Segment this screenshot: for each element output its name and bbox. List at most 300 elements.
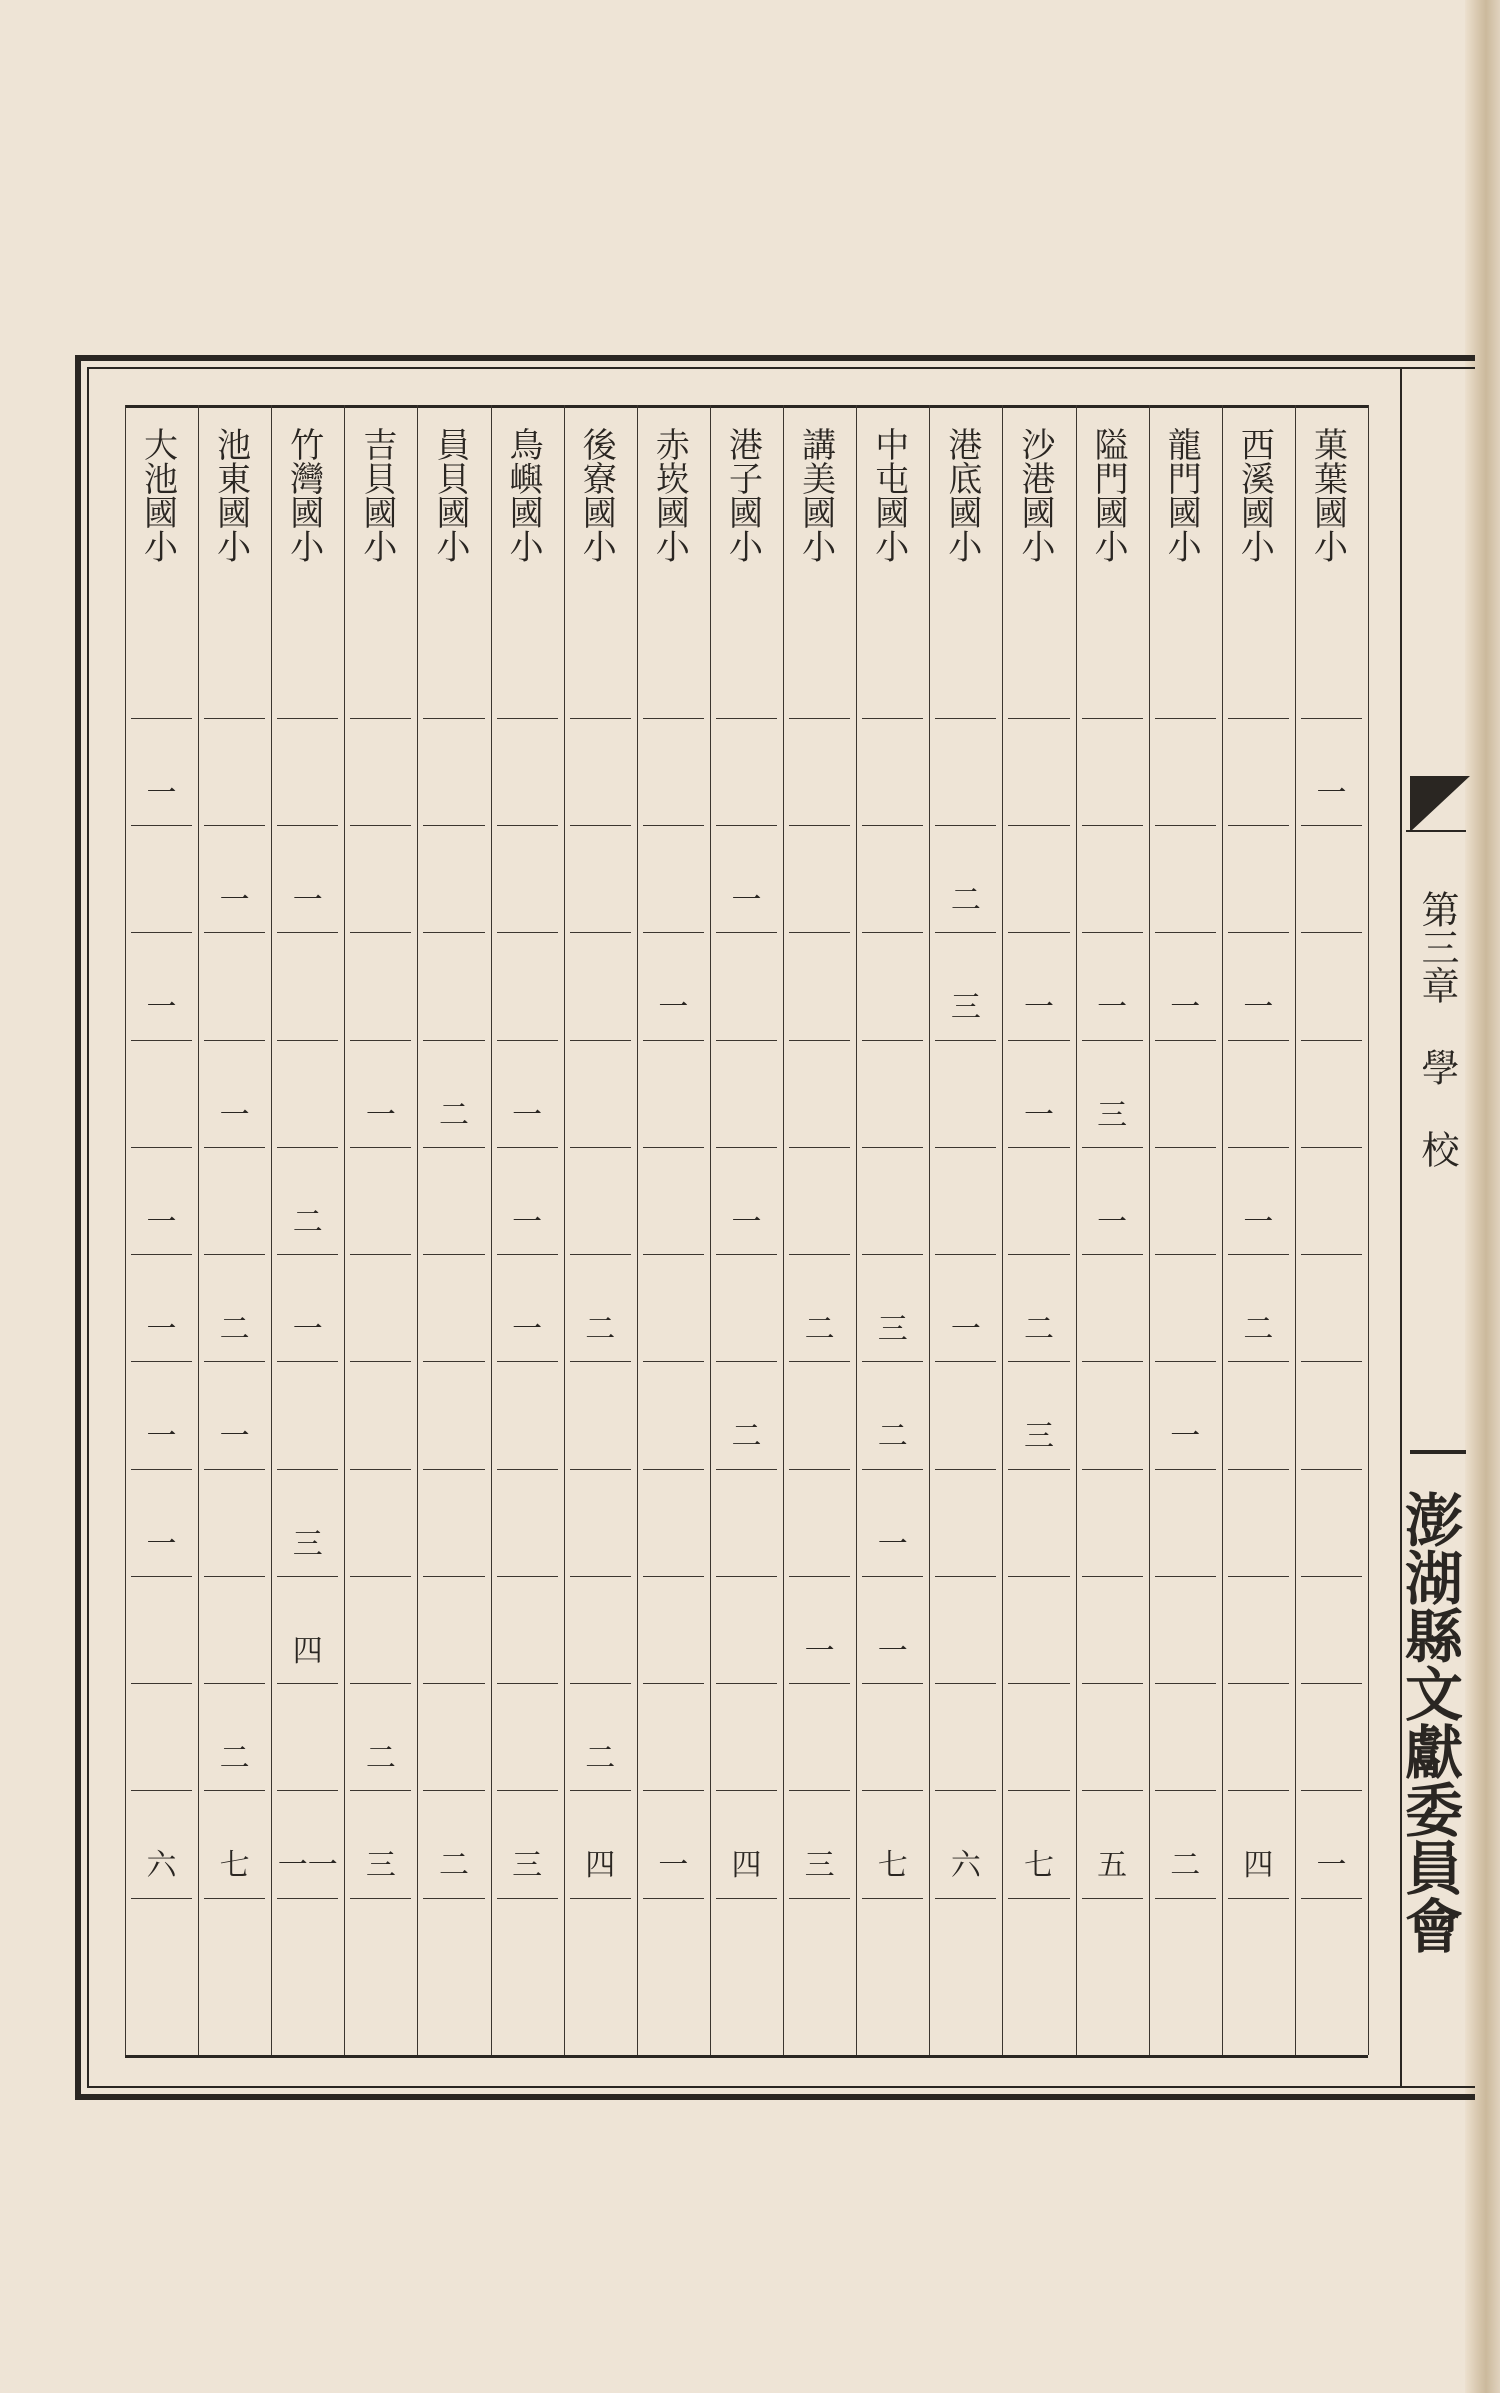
cell-rule (497, 1683, 558, 1684)
cell-rule (1301, 1898, 1362, 1899)
cell-rule (204, 825, 265, 826)
cell-rule (1082, 1898, 1143, 1899)
cell-rule (643, 1147, 704, 1148)
cell-rule (277, 718, 338, 719)
cell-rule (716, 1576, 777, 1577)
column-rule (344, 405, 345, 2055)
cell-rule (570, 1576, 631, 1577)
cell-rule (1301, 1576, 1362, 1577)
cell-rule (716, 1683, 777, 1684)
school-name: 隘門國小 (1088, 427, 1129, 563)
table-cell: 二 (1023, 1311, 1054, 1347)
table-cell: 一 (1316, 1848, 1347, 1883)
cell-rule (1301, 1469, 1362, 1470)
cell-rule (1155, 1361, 1216, 1362)
column-rule (564, 405, 565, 2055)
cell-rule (1008, 1469, 1069, 1470)
cell-rule (350, 1576, 411, 1577)
cell-rule (935, 932, 996, 933)
table-cell: 一 (1023, 990, 1054, 1025)
cell-rule (423, 932, 484, 933)
school-name: 菓葉國小 (1307, 427, 1348, 563)
cell-rule (423, 1040, 484, 1041)
cell-rule (570, 1254, 631, 1255)
cell-rule (1155, 1469, 1216, 1470)
table-cell: 二 (1243, 1311, 1274, 1347)
school-name: 中屯國小 (868, 427, 909, 563)
table-cell: 一 (877, 1633, 908, 1669)
cell-rule (935, 1576, 996, 1577)
cell-rule (643, 1361, 704, 1362)
cell-rule (643, 1469, 704, 1470)
cell-rule (643, 932, 704, 933)
cell-rule (1301, 1254, 1362, 1255)
table-cell: 一 (804, 1633, 835, 1669)
cell-rule (716, 718, 777, 719)
cell-rule (497, 1898, 558, 1899)
school-name: 大池國小 (137, 427, 178, 563)
table-cell: 一 (1023, 1097, 1054, 1133)
table-cell: 七 (219, 1848, 250, 1883)
cell-rule (935, 825, 996, 826)
cell-rule (204, 1040, 265, 1041)
cell-rule (1082, 1790, 1143, 1791)
school-name: 後寮國小 (576, 427, 617, 563)
cell-rule (1301, 932, 1362, 933)
cell-rule (716, 1790, 777, 1791)
cell-rule (1228, 1469, 1289, 1470)
school-name: 赤崁國小 (649, 427, 690, 563)
table-cell: 一 (1170, 1419, 1201, 1454)
cell-rule (1082, 1254, 1143, 1255)
cell-rule (570, 1040, 631, 1041)
cell-rule (497, 718, 558, 719)
cell-rule (131, 1147, 192, 1148)
cell-rule (789, 718, 850, 719)
cell-rule (570, 718, 631, 719)
cell-rule (935, 1040, 996, 1041)
table-cell: 一 (219, 1419, 250, 1454)
table-cell: 一 (1097, 1204, 1128, 1240)
cell-rule (1228, 718, 1289, 719)
chapter-tab-line (1406, 830, 1466, 832)
cell-rule (935, 1683, 996, 1684)
cell-rule (935, 1361, 996, 1362)
cell-rule (1082, 1576, 1143, 1577)
cell-rule (277, 1361, 338, 1362)
cell-rule (1155, 1040, 1216, 1041)
cell-rule (204, 1361, 265, 1362)
cell-rule (277, 1576, 338, 1577)
table-cell: 三 (804, 1848, 835, 1883)
cell-rule (1301, 1683, 1362, 1684)
cell-rule (350, 1147, 411, 1148)
cell-rule (789, 1147, 850, 1148)
column-rule (1368, 405, 1369, 2055)
cell-rule (131, 1576, 192, 1577)
cell-rule (716, 932, 777, 933)
cell-rule (1155, 1898, 1216, 1899)
cell-rule (862, 1683, 923, 1684)
cell-rule (862, 1040, 923, 1041)
table-cell: 一 (146, 1526, 177, 1562)
cell-rule (1228, 1790, 1289, 1791)
cell-rule (1008, 1040, 1069, 1041)
cell-rule (1301, 1790, 1362, 1791)
cell-rule (1082, 1361, 1143, 1362)
cell-rule (935, 1898, 996, 1899)
school-name: 吉貝國小 (356, 427, 397, 563)
cell-rule (1301, 1361, 1362, 1362)
table-cell: 二 (585, 1311, 616, 1347)
cell-rule (935, 1254, 996, 1255)
cell-rule (1082, 1040, 1143, 1041)
table-cell: 一 (146, 775, 177, 811)
school-name: 西溪國小 (1234, 427, 1275, 563)
cell-rule (862, 932, 923, 933)
cell-rule (935, 1469, 996, 1470)
cell-rule (935, 1147, 996, 1148)
cell-rule (497, 932, 558, 933)
cell-rule (1008, 932, 1069, 933)
table-cell: 四 (292, 1633, 323, 1669)
table-cell: 三 (877, 1311, 908, 1347)
table-cell: 一 (146, 1204, 177, 1240)
table-cell: 四 (731, 1848, 762, 1883)
cell-rule (1228, 1898, 1289, 1899)
table-cell: 一 (731, 1204, 762, 1240)
cell-rule (643, 718, 704, 719)
cell-rule (570, 1683, 631, 1684)
cell-rule (1228, 932, 1289, 933)
cell-rule (1155, 1576, 1216, 1577)
cell-rule (1155, 1790, 1216, 1791)
cell-rule (131, 1040, 192, 1041)
table-cell: 一 (877, 1526, 908, 1562)
cell-rule (1155, 1254, 1216, 1255)
cell-rule (131, 932, 192, 933)
table-cell: 四 (585, 1848, 616, 1883)
cell-rule (497, 1790, 558, 1791)
table-cell: 一 (512, 1097, 543, 1133)
cell-rule (1228, 1254, 1289, 1255)
cell-rule (423, 1469, 484, 1470)
school-name: 港子國小 (722, 427, 763, 563)
cell-rule (423, 1361, 484, 1362)
cell-rule (204, 1898, 265, 1899)
column-rule (1149, 405, 1150, 2055)
cell-rule (643, 1254, 704, 1255)
cell-rule (789, 1790, 850, 1791)
cell-rule (350, 1469, 411, 1470)
table-cell: 一 (731, 882, 762, 918)
table-cell: 二 (219, 1740, 250, 1776)
cell-rule (862, 1898, 923, 1899)
table-cell: 二 (365, 1740, 396, 1776)
cell-rule (204, 932, 265, 933)
table-cell: 一 (219, 1097, 250, 1133)
cell-rule (497, 1147, 558, 1148)
cell-rule (350, 1361, 411, 1362)
cell-rule (350, 1040, 411, 1041)
school-name: 員貝國小 (430, 427, 471, 563)
cell-rule (1228, 1361, 1289, 1362)
table-cell: 一 (292, 1311, 323, 1347)
cell-rule (935, 718, 996, 719)
school-name: 池東國小 (210, 427, 251, 563)
cell-rule (423, 1898, 484, 1899)
table-cell: 一 (146, 1311, 177, 1347)
cell-rule (1082, 1683, 1143, 1684)
cell-rule (131, 1898, 192, 1899)
cell-rule (1008, 1576, 1069, 1577)
column-rule (1295, 405, 1296, 2055)
cell-rule (423, 1683, 484, 1684)
cell-rule (716, 1040, 777, 1041)
cell-rule (277, 1147, 338, 1148)
table-cell: 三 (1097, 1097, 1128, 1133)
cell-rule (277, 1040, 338, 1041)
cell-rule (131, 825, 192, 826)
cell-rule (204, 1790, 265, 1791)
column-rule (1002, 405, 1003, 2055)
cell-rule (716, 825, 777, 826)
cell-rule (716, 1147, 777, 1148)
cell-rule (423, 1147, 484, 1148)
cell-rule (643, 1898, 704, 1899)
cell-rule (643, 825, 704, 826)
cell-rule (423, 718, 484, 719)
cell-rule (277, 1254, 338, 1255)
cell-rule (1008, 1898, 1069, 1899)
table-cell: 一 (1243, 990, 1274, 1025)
column-rule (637, 405, 638, 2055)
cell-rule (1082, 1469, 1143, 1470)
table-cell: 二 (804, 1311, 835, 1347)
cell-rule (1301, 718, 1362, 719)
table-cell: 二 (1170, 1848, 1201, 1883)
table-cell: 二 (731, 1419, 762, 1454)
table-cell: 五 (1097, 1848, 1128, 1883)
publisher-rule (1410, 1450, 1466, 1454)
cell-rule (277, 1683, 338, 1684)
cell-rule (716, 1469, 777, 1470)
cell-rule (1301, 1040, 1362, 1041)
cell-rule (1155, 718, 1216, 719)
cell-rule (789, 1361, 850, 1362)
table-cell: 二 (950, 882, 981, 918)
cell-rule (350, 932, 411, 933)
cell-rule (1008, 1147, 1069, 1148)
cell-rule (789, 1254, 850, 1255)
column-rule (198, 405, 199, 2055)
table-cell: 一 (1316, 775, 1347, 811)
cell-rule (1008, 1683, 1069, 1684)
table-cell: 六 (146, 1848, 177, 1883)
cell-rule (570, 1147, 631, 1148)
cell-rule (862, 1469, 923, 1470)
cell-rule (1228, 825, 1289, 826)
cell-rule (716, 1361, 777, 1362)
cell-rule (1082, 718, 1143, 719)
table-cell: 一一 (277, 1848, 338, 1883)
table-cell: 二 (439, 1097, 470, 1133)
cell-rule (1155, 1147, 1216, 1148)
table-cell: 一 (219, 882, 250, 918)
cell-rule (1008, 1254, 1069, 1255)
cell-rule (570, 1790, 631, 1791)
table-cell: 七 (1023, 1848, 1054, 1883)
cell-rule (1155, 825, 1216, 826)
cell-rule (1301, 825, 1362, 826)
table-cell: 一 (146, 990, 177, 1025)
table-cell: 二 (292, 1204, 323, 1240)
cell-rule (350, 1683, 411, 1684)
table-cell: 三 (292, 1526, 323, 1562)
cell-rule (643, 1040, 704, 1041)
cell-rule (1082, 932, 1143, 933)
cell-rule (935, 1790, 996, 1791)
cell-rule (204, 1683, 265, 1684)
cell-rule (497, 1576, 558, 1577)
cell-rule (1082, 1147, 1143, 1148)
table-bottom-rule (125, 2055, 1368, 2058)
cell-rule (277, 825, 338, 826)
school-name: 鳥嶼國小 (503, 427, 544, 563)
table-cell: 一 (1097, 990, 1128, 1025)
cell-rule (350, 825, 411, 826)
cell-rule (131, 1469, 192, 1470)
table-cell: 二 (439, 1848, 470, 1883)
cell-rule (1228, 1576, 1289, 1577)
table-cell: 三 (365, 1848, 396, 1883)
publisher-name: 澎湖縣文獻委員會 (1395, 1490, 1463, 1954)
school-name: 龍門國小 (1161, 427, 1202, 563)
cell-rule (423, 1576, 484, 1577)
cell-rule (497, 1469, 558, 1470)
cell-rule (497, 1040, 558, 1041)
cell-rule (423, 825, 484, 826)
cell-rule (789, 1469, 850, 1470)
cell-rule (497, 1254, 558, 1255)
table-cell: 二 (219, 1311, 250, 1347)
cell-rule (497, 825, 558, 826)
table-cell: 二 (585, 1740, 616, 1776)
column-rule (856, 405, 857, 2055)
cell-rule (131, 1361, 192, 1362)
cell-rule (350, 1898, 411, 1899)
cell-rule (1008, 1790, 1069, 1791)
table-cell: 三 (1023, 1419, 1054, 1454)
cell-rule (789, 1898, 850, 1899)
table-cell: 一 (512, 1204, 543, 1240)
table-cell: 三 (512, 1848, 543, 1883)
cell-rule (423, 1254, 484, 1255)
cell-rule (789, 1576, 850, 1577)
cell-rule (643, 1576, 704, 1577)
cell-rule (570, 1898, 631, 1899)
cell-rule (1008, 825, 1069, 826)
cell-rule (789, 932, 850, 933)
cell-rule (716, 1254, 777, 1255)
cell-rule (277, 1469, 338, 1470)
cell-rule (1155, 1683, 1216, 1684)
table-cell: 一 (1243, 1204, 1274, 1240)
chapter-heading: 第三章 學 校 (1415, 890, 1459, 1168)
cell-rule (350, 718, 411, 719)
column-rule (417, 405, 418, 2055)
cell-rule (862, 1361, 923, 1362)
cell-rule (204, 1469, 265, 1470)
table-cell: 一 (365, 1097, 396, 1133)
cell-rule (643, 1790, 704, 1791)
table-cell: 三 (950, 990, 981, 1025)
table-cell: 六 (950, 1848, 981, 1883)
cell-rule (131, 1790, 192, 1791)
table-cell: 一 (658, 1848, 689, 1883)
cell-rule (570, 1469, 631, 1470)
cell-rule (789, 1683, 850, 1684)
cell-rule (862, 1254, 923, 1255)
table-cell: 一 (512, 1311, 543, 1347)
cell-rule (277, 1898, 338, 1899)
cell-rule (570, 932, 631, 933)
cell-rule (862, 718, 923, 719)
cell-rule (1155, 932, 1216, 933)
table-cell: 一 (1170, 990, 1201, 1025)
cell-rule (350, 1254, 411, 1255)
cell-rule (350, 1790, 411, 1791)
cell-rule (862, 825, 923, 826)
table-cell: 一 (146, 1419, 177, 1454)
cell-rule (131, 1254, 192, 1255)
table-top-rule (125, 405, 1368, 408)
column-rule (783, 405, 784, 2055)
cell-rule (1228, 1147, 1289, 1148)
cell-rule (1008, 718, 1069, 719)
cell-rule (497, 1361, 558, 1362)
school-name: 竹灣國小 (283, 427, 324, 563)
cell-rule (1008, 1361, 1069, 1362)
cell-rule (204, 1147, 265, 1148)
cell-rule (1228, 1040, 1289, 1041)
table-cell: 一 (950, 1311, 981, 1347)
cell-rule (570, 1361, 631, 1362)
cell-rule (1301, 1147, 1362, 1148)
school-name: 港底國小 (941, 427, 982, 563)
cell-rule (643, 1683, 704, 1684)
cell-rule (423, 1790, 484, 1791)
cell-rule (570, 825, 631, 826)
table-cell: 一 (292, 882, 323, 918)
column-rule (929, 405, 930, 2055)
table-cell: 二 (877, 1419, 908, 1454)
cell-rule (131, 1683, 192, 1684)
cell-rule (716, 1898, 777, 1899)
cell-rule (789, 825, 850, 826)
school-name: 講美國小 (795, 427, 836, 563)
cell-rule (204, 718, 265, 719)
cell-rule (1228, 1683, 1289, 1684)
cell-rule (131, 718, 192, 719)
cell-rule (204, 1576, 265, 1577)
table-cell: 七 (877, 1848, 908, 1883)
cell-rule (862, 1790, 923, 1791)
cell-rule (277, 932, 338, 933)
cell-rule (862, 1576, 923, 1577)
cell-rule (862, 1147, 923, 1148)
table-cell: 一 (658, 990, 689, 1025)
